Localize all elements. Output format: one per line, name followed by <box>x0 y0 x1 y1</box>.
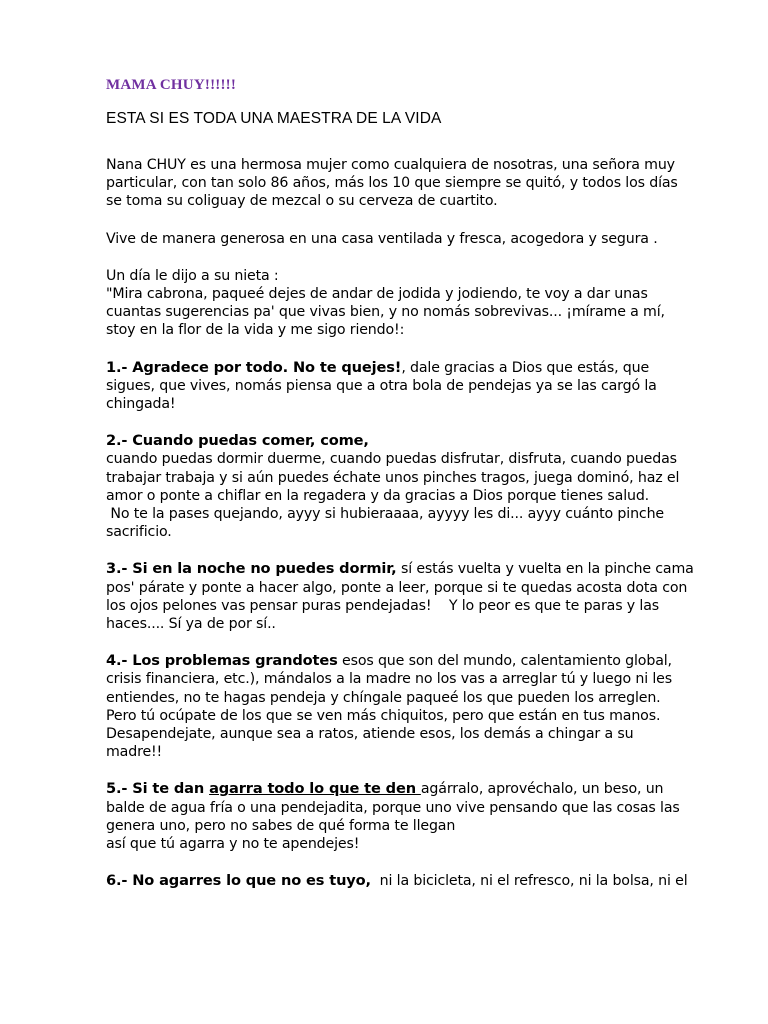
item-6 <box>106 872 688 890</box>
item-line: chingada! <box>106 396 176 413</box>
item-text: esos que son del mundo, calentamiento global, <box>337 653 672 670</box>
item-line: balde de agua fría o una pendejadita, porque uno vive pensando que las cosas las <box>106 799 680 816</box>
item-heading-underlined: agarra todo lo que te den <box>209 780 421 798</box>
item-line: genera uno, pero no sabes de qué forma te llegan <box>106 817 456 834</box>
house-paragraph <box>106 230 664 248</box>
item-heading: 1.- Agradece por todo. No te quejes! <box>106 358 402 376</box>
item-line: sigues, que vives, nomás piensa que a otra bola de pendejas ya se las cargó la <box>106 377 657 394</box>
item-line: crisis financiera, etc.), mándalos a la madre no los vas a arreglar tú y luego ni les <box>106 671 672 688</box>
item-line: madre!! <box>106 744 163 761</box>
item-line <box>106 872 688 890</box>
item-line: cuando puedas dormir duerme, cuando puedas disfrutar, disfruta, cuando puedas <box>106 451 677 468</box>
item-line: así que tú agarra y no te apendejes! <box>106 836 360 853</box>
item-text: ni la bicicleta, ni el refresco, ni la bolsa, ni el <box>370 873 688 890</box>
intro-line: Nana CHUY es una hermosa mujer como cualquiera de nosotras, una señora muy <box>106 157 675 173</box>
item-line: trabajar trabaja y si aún puedes échate unos pinches tragos, juega dominó, haz el <box>106 469 680 486</box>
item-line: haces.... Sí ya de por sí.. <box>106 616 276 633</box>
item-line: Pero tú ocúpate de los que se ven más chiquitos, pero que están en tus manos. <box>106 707 661 724</box>
intro-line: se toma su coliguay de mezcal o su cerveza de cuartito. <box>106 193 498 210</box>
item-line: pos' párate y ponte a hacer algo, ponte a leer, porque si te quedas acosta dota con <box>106 579 688 596</box>
item-1 <box>106 359 664 414</box>
item-line: entiendes, no te hagas pendeja y chíngale paqueé los que pueden los arreglen. <box>106 689 661 706</box>
intro-line: particular, con tan solo 86 años, más los 10 que siempre se quitó, y todos los días <box>106 175 678 192</box>
item-2 <box>106 432 680 541</box>
house-line: Vive de manera generosa en una casa ventilada y fresca, acogedora y segura . <box>106 230 658 247</box>
document-subtitle: ESTA SI ES TODA UNA MAESTRA DE LA VIDA <box>106 110 442 127</box>
item-heading: 6.- No agarres lo que no es tuyo, <box>106 872 371 890</box>
item-heading: 3.- Si en la noche no puedes dormir, <box>106 560 397 578</box>
document-title: MAMA CHUY!!!!!! <box>106 77 237 93</box>
quote-line: cuantas sugerencias pa' que vivas bien, y no nomás sobrevivas... ¡mírame a mí, <box>106 304 665 321</box>
item-text: , dale gracias a Dios que estás, que <box>401 359 650 376</box>
quote-line: "Mira cabrona, paqueé dejes de andar de jodida y jodiendo, te voy a dar unas <box>106 286 648 303</box>
quote-line: Un día le dijo a su nieta : <box>106 267 279 284</box>
item-heading: 4.- Los problemas grandotes <box>106 652 338 670</box>
item-text: agárralo, aprovéchalo, un beso, un <box>420 781 664 798</box>
item-line: amor o ponte a chiflar en la regadera y da gracias a Dios porque tienes salud. <box>106 487 650 504</box>
quote-line: stoy en la flor de la vida y me sigo riendo!: <box>106 322 405 339</box>
item-heading: 2.- Cuando puedas comer, come, <box>106 432 369 450</box>
item-line <box>106 780 664 798</box>
item-line <box>106 359 664 377</box>
item-5 <box>106 780 680 853</box>
item-text: sí estás vuelta y vuelta en la pinche cama <box>396 561 694 578</box>
item-3 <box>106 560 694 633</box>
item-heading: 5.- Si te dan <box>106 780 210 798</box>
item-line <box>106 560 694 578</box>
item-line: sacrificio. <box>106 524 172 541</box>
item-line: No te la pases quejando, ayyy si hubieraaaa, ayyyy les di... ayyy cuánto pinche <box>106 506 664 523</box>
item-line: Desapendejate, aunque sea a ratos, atiende esos, los demás a chingar a su <box>106 726 634 743</box>
item-4 <box>106 652 672 761</box>
intro-paragraph <box>106 156 678 211</box>
item-line <box>106 652 672 670</box>
item-line: los ojos pelones vas pensar puras pendejadas! Y lo peor es que te paras y las <box>106 597 659 614</box>
quote-paragraph <box>106 267 664 340</box>
